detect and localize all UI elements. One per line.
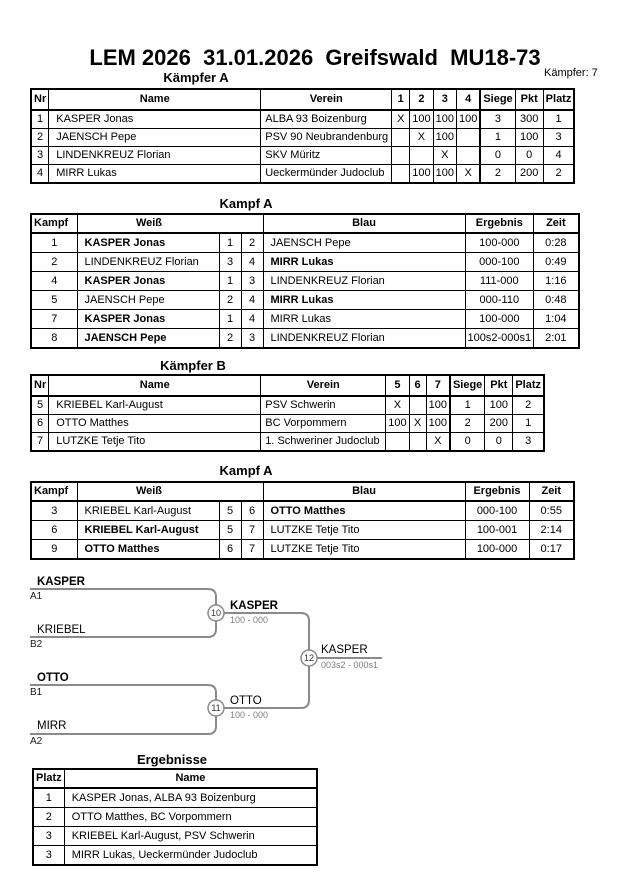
cell-zeit: 0:48 — [534, 291, 579, 310]
cell-kampf-nr: 8 — [31, 329, 77, 349]
cell-platz: 1 — [33, 788, 64, 808]
cell-weiss-nr: 5 — [219, 501, 241, 521]
cell-kampf-nr: 2 — [31, 253, 77, 272]
cell-nr: 6 — [31, 415, 49, 433]
cell-zeit: 1:04 — [534, 310, 579, 329]
bracket-line-seed-b1 — [30, 685, 216, 700]
cell-verein: ALBA 93 Boizenburg — [261, 110, 392, 129]
cell-name: LINDENKREUZ Florian — [49, 147, 261, 165]
match-number-11: 11 — [211, 703, 221, 713]
cell-weiss-nr: 1 — [219, 233, 241, 253]
col-header-round-2: 2 — [410, 89, 433, 110]
cell-zeit: 0:28 — [534, 233, 579, 253]
bracket-winner-name: OTTO — [230, 695, 262, 707]
cell-verein: SKV Müritz — [261, 147, 392, 165]
col-header-blau: Blau — [263, 482, 465, 501]
cell-kampf-nr: 6 — [31, 521, 77, 540]
cell-weiss: KRIEBEL Karl-August — [77, 501, 219, 521]
cell-blau: MIRR Lukas — [263, 310, 465, 329]
cell-round-3: 100 — [433, 110, 456, 129]
cell-zeit: 1:16 — [534, 272, 579, 291]
cell-round-1: X — [392, 110, 410, 129]
cell-round-2: X — [410, 129, 433, 147]
bracket-line-seed-a1 — [30, 589, 216, 605]
col-header-round-1: 1 — [392, 89, 410, 110]
cell-weiss: JAENSCH Pepe — [77, 329, 219, 349]
cell-siege: 1 — [480, 129, 515, 147]
section-title-kampf-a-2: Kampf A — [219, 463, 273, 478]
cell-pkt: 100 — [515, 129, 543, 147]
cell-platz: 2 — [543, 165, 574, 184]
cell-pkt: 0 — [485, 433, 513, 452]
cell-ergebnis: 100-001 — [465, 521, 529, 540]
cell-pkt: 200 — [515, 165, 543, 184]
cell-round-4: 100 — [456, 110, 480, 129]
cell-siege: 3 — [480, 110, 515, 129]
cell-zeit: 2:01 — [534, 329, 579, 349]
cell-blau-nr: 4 — [241, 253, 263, 272]
section-title-ergebnisse: Ergebnisse — [136, 752, 208, 767]
col-header-nr: Nr — [31, 375, 49, 396]
col-header-pkt: Pkt — [485, 375, 513, 396]
cell-nr: 4 — [31, 165, 49, 184]
section-title-kampf-a-1: Kampf A — [219, 196, 273, 211]
col-header-ergebnis: Ergebnis — [465, 214, 534, 233]
cell-verein: PSV Schwerin — [261, 396, 386, 415]
col-header-zeit: Zeit — [534, 214, 579, 233]
cell-weiss: LINDENKREUZ Florian — [77, 253, 219, 272]
cell-kampf-nr: 9 — [31, 540, 77, 560]
cell-name: OTTO Matthes, BC Vorpommern — [64, 808, 317, 827]
cell-name: MIRR Lukas — [49, 165, 261, 184]
cell-siege: 2 — [480, 165, 515, 184]
cell-platz: 1 — [543, 110, 574, 129]
fighters-count: Kämpfer: 7 — [544, 67, 598, 79]
col-header-kampf: Kampf — [31, 214, 77, 233]
cell-weiss-nr: 1 — [219, 310, 241, 329]
cell-siege: 2 — [450, 415, 485, 433]
cell-blau: OTTO Matthes — [263, 501, 465, 521]
cell-weiss-nr: 2 — [219, 291, 241, 310]
cell-platz: 3 — [33, 846, 64, 866]
cell-blau-nr: 6 — [241, 501, 263, 521]
cell-platz: 2 — [513, 396, 544, 415]
bracket-seed-label: A1 — [30, 591, 43, 602]
cell-blau-nr: 2 — [241, 233, 263, 253]
cell-round-4: X — [456, 165, 480, 184]
cell-blau-nr: 3 — [241, 272, 263, 291]
cell-ergebnis: 100-000 — [465, 233, 534, 253]
bracket-seed-name: KRIEBEL — [37, 624, 86, 636]
bracket-match-score: 100 - 000 — [230, 710, 269, 720]
cell-verein: PSV 90 Neubrandenburg — [261, 129, 392, 147]
col-header-name: Name — [49, 375, 261, 396]
cell-weiss-nr: 3 — [219, 253, 241, 272]
col-header-verein: Verein — [261, 375, 386, 396]
cell-platz: 4 — [543, 147, 574, 165]
cell-verein: Ueckermünder Judoclub — [261, 165, 392, 184]
cell-ergebnis: 100-000 — [465, 540, 529, 560]
col-header-name: Name — [64, 769, 317, 788]
table-row — [33, 827, 317, 846]
cell-weiss: KASPER Jonas — [77, 272, 219, 291]
cell-weiss: KASPER Jonas — [77, 310, 219, 329]
cell-nr: 3 — [31, 147, 49, 165]
col-header-round-5: 5 — [386, 375, 409, 396]
cell-nr: 2 — [31, 129, 49, 147]
cell-blau: LUTZKE Tetje Tito — [263, 521, 465, 540]
cell-weiss: KRIEBEL Karl-August — [77, 521, 219, 540]
cell-blau-nr: 4 — [241, 291, 263, 310]
cell-ergebnis: 100s2-000s1 — [465, 329, 534, 349]
cell-zeit: 0:17 — [529, 540, 574, 560]
cell-round-2: 100 — [410, 165, 433, 184]
bracket-match-score: 100 - 000 — [230, 615, 269, 625]
cell-ergebnis: 000-100 — [465, 253, 534, 272]
cell-name: MIRR Lukas, Ueckermünder Judoclub — [64, 846, 317, 866]
cell-name: KASPER Jonas, ALBA 93 Boizenburg — [64, 788, 317, 808]
cell-name: OTTO Matthes — [49, 415, 261, 433]
cell-ergebnis: 000-110 — [465, 291, 534, 310]
bracket-seed-name: OTTO — [37, 672, 69, 684]
cell-round-3: 100 — [433, 165, 456, 184]
cell-weiss-nr: 1 — [219, 272, 241, 291]
cell-weiss-nr: 5 — [219, 521, 241, 540]
cell-name: LUTZKE Tetje Tito — [49, 433, 261, 452]
cell-blau: LINDENKREUZ Florian — [263, 329, 465, 349]
cell-round-3: 100 — [433, 129, 456, 147]
cell-round-2: 100 — [410, 110, 433, 129]
cell-nr: 1 — [31, 110, 49, 129]
col-header-ergebnis: Ergebnis — [465, 482, 529, 501]
col-header-platz: Platz — [543, 89, 574, 110]
bracket-seed-label: A2 — [30, 736, 43, 747]
col-header-pkt: Pkt — [515, 89, 543, 110]
cell-platz: 3 — [33, 827, 64, 846]
cell-kampf-nr: 5 — [31, 291, 77, 310]
col-header-round-6: 6 — [409, 375, 426, 396]
cell-round-5: 100 — [386, 415, 409, 433]
col-header-kampf: Kampf — [31, 482, 77, 501]
bracket-winner-name: KASPER — [230, 600, 278, 612]
cell-nr: 7 — [31, 433, 49, 452]
cell-round-5: X — [386, 396, 409, 415]
table-row — [33, 846, 317, 866]
col-header-blau: Blau — [263, 214, 465, 233]
col-header-round-3: 3 — [433, 89, 456, 110]
match-number-10: 10 — [210, 608, 222, 618]
col-header-weiss: Weiß — [77, 482, 263, 501]
cell-blau: MIRR Lukas — [263, 253, 465, 272]
cell-weiss-nr: 6 — [219, 540, 241, 560]
cell-siege: 0 — [450, 433, 485, 452]
page-title: LEM 2026 31.01.2026 Greifswald MU18-73 — [89, 45, 541, 70]
cell-weiss: KASPER Jonas — [77, 233, 219, 253]
cell-pkt: 200 — [485, 415, 513, 433]
cell-zeit: 2:14 — [529, 521, 574, 540]
col-header-platz: Platz — [513, 375, 544, 396]
col-header-zeit: Zeit — [529, 482, 574, 501]
cell-weiss: OTTO Matthes — [77, 540, 219, 560]
cell-ergebnis: 111-000 — [465, 272, 534, 291]
cell-siege: 1 — [450, 396, 485, 415]
cell-blau: LUTZKE Tetje Tito — [263, 540, 465, 560]
col-header-siege: Siege — [480, 89, 515, 110]
cell-platz: 3 — [513, 433, 544, 452]
section-title-kaempfer-b: Kämpfer B — [160, 358, 226, 373]
ergebnisse-table — [32, 768, 318, 866]
section-title-kaempfer-a: Kämpfer A — [163, 70, 229, 85]
cell-blau: JAENSCH Pepe — [263, 233, 465, 253]
cell-ergebnis: 100-000 — [465, 310, 534, 329]
cell-blau-nr: 3 — [241, 329, 263, 349]
bracket-seed-label: B2 — [30, 639, 43, 650]
cell-name: KASPER Jonas — [49, 110, 261, 129]
header-row — [33, 769, 317, 788]
cell-round-7: 100 — [426, 415, 450, 433]
cell-siege: 0 — [480, 147, 515, 165]
bracket-match-score: 003s2 - 000s1 — [321, 660, 379, 670]
col-header-nr: Nr — [31, 89, 49, 110]
cell-round-6: X — [409, 415, 426, 433]
cell-blau: MIRR Lukas — [263, 291, 465, 310]
bracket-seed-label: B1 — [30, 687, 43, 698]
cell-platz: 3 — [543, 129, 574, 147]
cell-round-7: 100 — [426, 396, 450, 415]
cell-kampf-nr: 4 — [31, 272, 77, 291]
cell-kampf-nr: 3 — [31, 501, 77, 521]
cell-zeit: 0:49 — [534, 253, 579, 272]
cell-verein: BC Vorpommern — [261, 415, 386, 433]
cell-blau-nr: 4 — [241, 310, 263, 329]
cell-weiss: JAENSCH Pepe — [77, 291, 219, 310]
cell-name: JAENSCH Pepe — [49, 129, 261, 147]
cell-name: KRIEBEL Karl-August, PSV Schwerin — [64, 827, 317, 846]
cell-verein: 1. Schweriner Judoclub — [261, 433, 386, 452]
cell-zeit: 0:55 — [529, 501, 574, 521]
cell-ergebnis: 000-100 — [465, 501, 529, 521]
cell-pkt: 0 — [515, 147, 543, 165]
bracket-seed-name: KASPER — [37, 576, 85, 588]
cell-kampf-nr: 1 — [31, 233, 77, 253]
col-header-verein: Verein — [261, 89, 392, 110]
cell-pkt: 100 — [485, 396, 513, 415]
cell-pkt: 300 — [515, 110, 543, 129]
cell-round-7: X — [426, 433, 450, 452]
bracket-winner-name: KASPER — [321, 644, 368, 656]
cell-round-3: X — [433, 147, 456, 165]
cell-name: KRIEBEL Karl-August — [49, 396, 261, 415]
cell-weiss-nr: 2 — [219, 329, 241, 349]
cell-platz: 2 — [33, 808, 64, 827]
col-header-weiss: Weiß — [77, 214, 263, 233]
col-header-platz: Platz — [33, 769, 64, 788]
match-number-12: 12 — [303, 653, 315, 663]
cell-platz: 1 — [513, 415, 544, 433]
col-header-round-7: 7 — [426, 375, 450, 396]
table-row — [33, 788, 317, 808]
cell-blau-nr: 7 — [241, 521, 263, 540]
bracket-seed-name: MIRR — [37, 720, 67, 732]
cell-kampf-nr: 7 — [31, 310, 77, 329]
cell-blau-nr: 7 — [241, 540, 263, 560]
col-header-name: Name — [49, 89, 261, 110]
col-header-siege: Siege — [450, 375, 485, 396]
cell-blau: LINDENKREUZ Florian — [263, 272, 465, 291]
table-row — [33, 808, 317, 827]
cell-nr: 5 — [31, 396, 49, 415]
col-header-round-4: 4 — [456, 89, 480, 110]
